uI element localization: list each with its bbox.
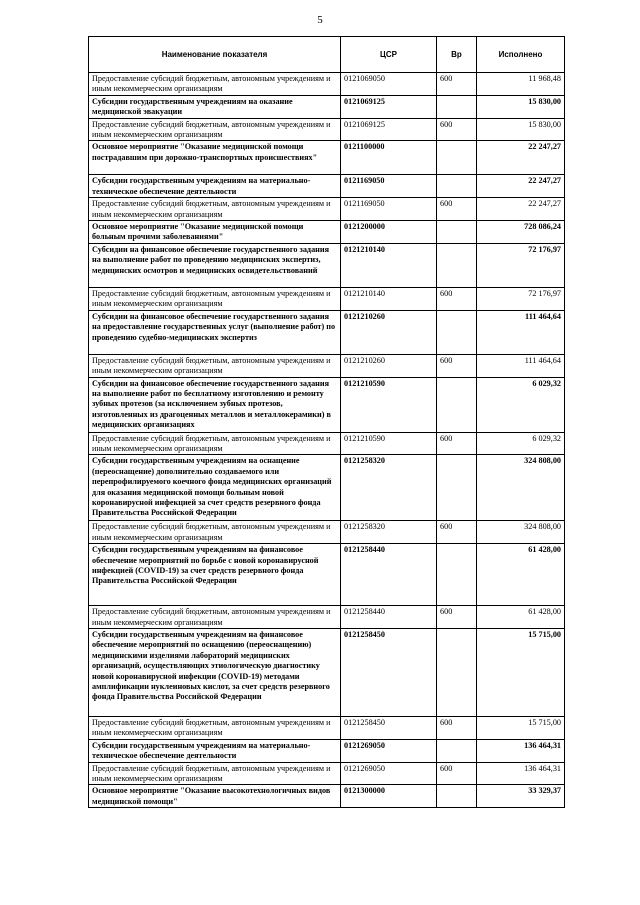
cell-executed: 72 176,97 [477,287,565,310]
cell-csr: 0121258320 [341,455,437,521]
cell-csr: 0121210140 [341,287,437,310]
cell-csr: 0121169050 [341,198,437,221]
cell-executed: 61 428,00 [477,544,565,606]
table-row [89,785,565,808]
cell-csr: 0121269050 [341,762,437,785]
cell-name: Субсидии государственным учреждениям на оснащение (переоснащение) дополнительно создаваемого или перепрофилируемого коечного фонда медицинских организаций для оказания медицинской помощи больным новой коронавирусной инфекцией за счет средств резервного фонда Правительства Российской Федерации [89,455,341,521]
cell-executed: 33 329,37 [477,785,565,808]
cell-name: Субсидии на финансовое обеспечение государственного задания на выполнение работ по проведению медицинских экспертиз, медицинских осмотров и медицинских освидетельствований [89,243,341,287]
cell-executed: 324 808,00 [477,455,565,521]
cell-name: Предоставление субсидий бюджетным, автономным учреждениям и иным некоммерческим организациям [89,606,341,629]
table-row [89,354,565,377]
cell-vr [437,221,477,244]
table-row [89,739,565,762]
cell-name: Предоставление субсидий бюджетным, автономным учреждениям и иным некоммерческим организациям [89,354,341,377]
cell-executed: 136 464,31 [477,762,565,785]
cell-name: Предоставление субсидий бюджетным, автономным учреждениям и иным некоммерческим организациям [89,287,341,310]
table-row [89,455,565,521]
cell-vr [437,455,477,521]
cell-executed: 6 029,32 [477,377,565,432]
cell-csr: 0121269050 [341,739,437,762]
cell-executed: 22 247,27 [477,141,565,175]
cell-name: Субсидии на финансовое обеспечение государственного задания на выполнение работ по бесплатному изготовлению и ремонту зубных протезов (за исключением зубных протезов, изготовленных из драгоценных металлов и металлокерамики) в медицинских организациях [89,377,341,432]
table-row [89,198,565,221]
cell-name: Основное мероприятие "Оказание высокотехнологичных видов медицинской помощи" [89,785,341,808]
table-row [89,175,565,198]
cell-vr: 600 [437,73,477,96]
cell-csr: 0121169050 [341,175,437,198]
cell-executed: 15 715,00 [477,716,565,739]
cell-vr: 600 [437,762,477,785]
table-row [89,118,565,141]
cell-vr [437,377,477,432]
table-row [89,95,565,118]
cell-name: Субсидии на финансовое обеспечение государственного задания на предоставление государственных услуг (выполнение работ) по проведению судебно-медицинских экспертиз [89,310,341,354]
page-number: 5 [317,14,323,26]
cell-vr: 600 [437,354,477,377]
cell-vr [437,95,477,118]
cell-csr: 0121210590 [341,432,437,455]
table-row [89,73,565,96]
cell-name: Предоставление субсидий бюджетным, автономным учреждениям и иным некоммерческим организациям [89,762,341,785]
cell-csr: 0121100000 [341,141,437,175]
cell-csr: 0121258450 [341,716,437,739]
cell-vr [437,175,477,198]
cell-vr [437,739,477,762]
cell-name: Основное мероприятие "Оказание медицинской помощи пострадавшим при дорожно-транспортных происшествиях" [89,141,341,175]
cell-executed: 15 715,00 [477,628,565,716]
cell-name: Основное мероприятие "Оказание медицинской помощи больным прочими заболеваниями" [89,221,341,244]
cell-executed: 324 808,00 [477,521,565,544]
cell-name: Субсидии государственным учреждениям на материально-техническое обеспечение деятельности [89,175,341,198]
cell-csr: 0121258450 [341,628,437,716]
cell-vr: 600 [437,287,477,310]
cell-vr [437,628,477,716]
cell-csr: 0121069125 [341,118,437,141]
cell-vr: 600 [437,716,477,739]
cell-csr: 0121300000 [341,785,437,808]
header-vr: Вр [437,37,477,73]
cell-name: Субсидии государственным учреждениям на финансовое обеспечение мероприятий по оснащению (переоснащению) медицинскими изделиями лабораторий медицинских организаций, осуществляющих этиологическую диагностику новой коронавирусной инфекции (COVID-19) методами амплификации нуклеиновых кислот, за счет средств резервного фонда Правительства Российской Федерации [89,628,341,716]
table-row [89,762,565,785]
table-row [89,628,565,716]
header-csr: ЦСР [341,37,437,73]
table-row [89,377,565,432]
cell-vr: 600 [437,521,477,544]
cell-name: Предоставление субсидий бюджетным, автономным учреждениям и иным некоммерческим организациям [89,118,341,141]
cell-name: Субсидии государственным учреждениям на оказание медицинской эвакуации [89,95,341,118]
cell-csr: 0121210260 [341,354,437,377]
table-row [89,716,565,739]
table-row [89,287,565,310]
cell-executed: 111 464,64 [477,310,565,354]
table-header-row [89,37,565,73]
table-row [89,606,565,629]
cell-executed: 6 029,32 [477,432,565,455]
cell-csr: 0121069125 [341,95,437,118]
cell-executed: 22 247,27 [477,175,565,198]
cell-name: Субсидии государственным учреждениям на финансовое обеспечение мероприятий по борьбе с новой коронавирусной инфекцией (COVID-19) за счет средств резервного фонда Правительства Российской Федерации [89,544,341,606]
budget-execution-table [88,36,565,808]
cell-name: Предоставление субсидий бюджетным, автономным учреждениям и иным некоммерческим организациям [89,432,341,455]
cell-vr [437,785,477,808]
cell-executed: 15 830,00 [477,95,565,118]
cell-vr [437,310,477,354]
header-name: Наименование показателя [89,37,341,73]
cell-executed: 728 086,24 [477,221,565,244]
cell-vr: 600 [437,432,477,455]
cell-csr: 0121258320 [341,521,437,544]
table-row [89,432,565,455]
cell-csr: 0121258440 [341,544,437,606]
cell-executed: 61 428,00 [477,606,565,629]
cell-csr: 0121210260 [341,310,437,354]
table-row [89,221,565,244]
cell-executed: 136 464,31 [477,739,565,762]
cell-vr: 600 [437,606,477,629]
cell-name: Предоставление субсидий бюджетным, автономным учреждениям и иным некоммерческим организациям [89,521,341,544]
table-row [89,243,565,287]
cell-csr: 0121258440 [341,606,437,629]
cell-csr: 0121200000 [341,221,437,244]
cell-vr [437,141,477,175]
table-row [89,310,565,354]
table-row [89,141,565,175]
cell-executed: 22 247,27 [477,198,565,221]
cell-csr: 0121210140 [341,243,437,287]
cell-vr: 600 [437,198,477,221]
cell-name: Предоставление субсидий бюджетным, автономным учреждениям и иным некоммерческим организациям [89,198,341,221]
table-row [89,544,565,606]
cell-executed: 111 464,64 [477,354,565,377]
cell-name: Предоставление субсидий бюджетным, автономным учреждениям и иным некоммерческим организациям [89,716,341,739]
cell-vr: 600 [437,118,477,141]
cell-vr [437,243,477,287]
cell-csr: 0121069050 [341,73,437,96]
header-executed: Исполнено [477,37,565,73]
cell-name: Предоставление субсидий бюджетным, автономным учреждениям и иным некоммерческим организациям [89,73,341,96]
cell-csr: 0121210590 [341,377,437,432]
cell-executed: 72 176,97 [477,243,565,287]
cell-name: Субсидии государственным учреждениям на материально-техническое обеспечение деятельности [89,739,341,762]
cell-executed: 15 830,00 [477,118,565,141]
cell-executed: 11 968,48 [477,73,565,96]
table-row [89,521,565,544]
cell-vr [437,544,477,606]
